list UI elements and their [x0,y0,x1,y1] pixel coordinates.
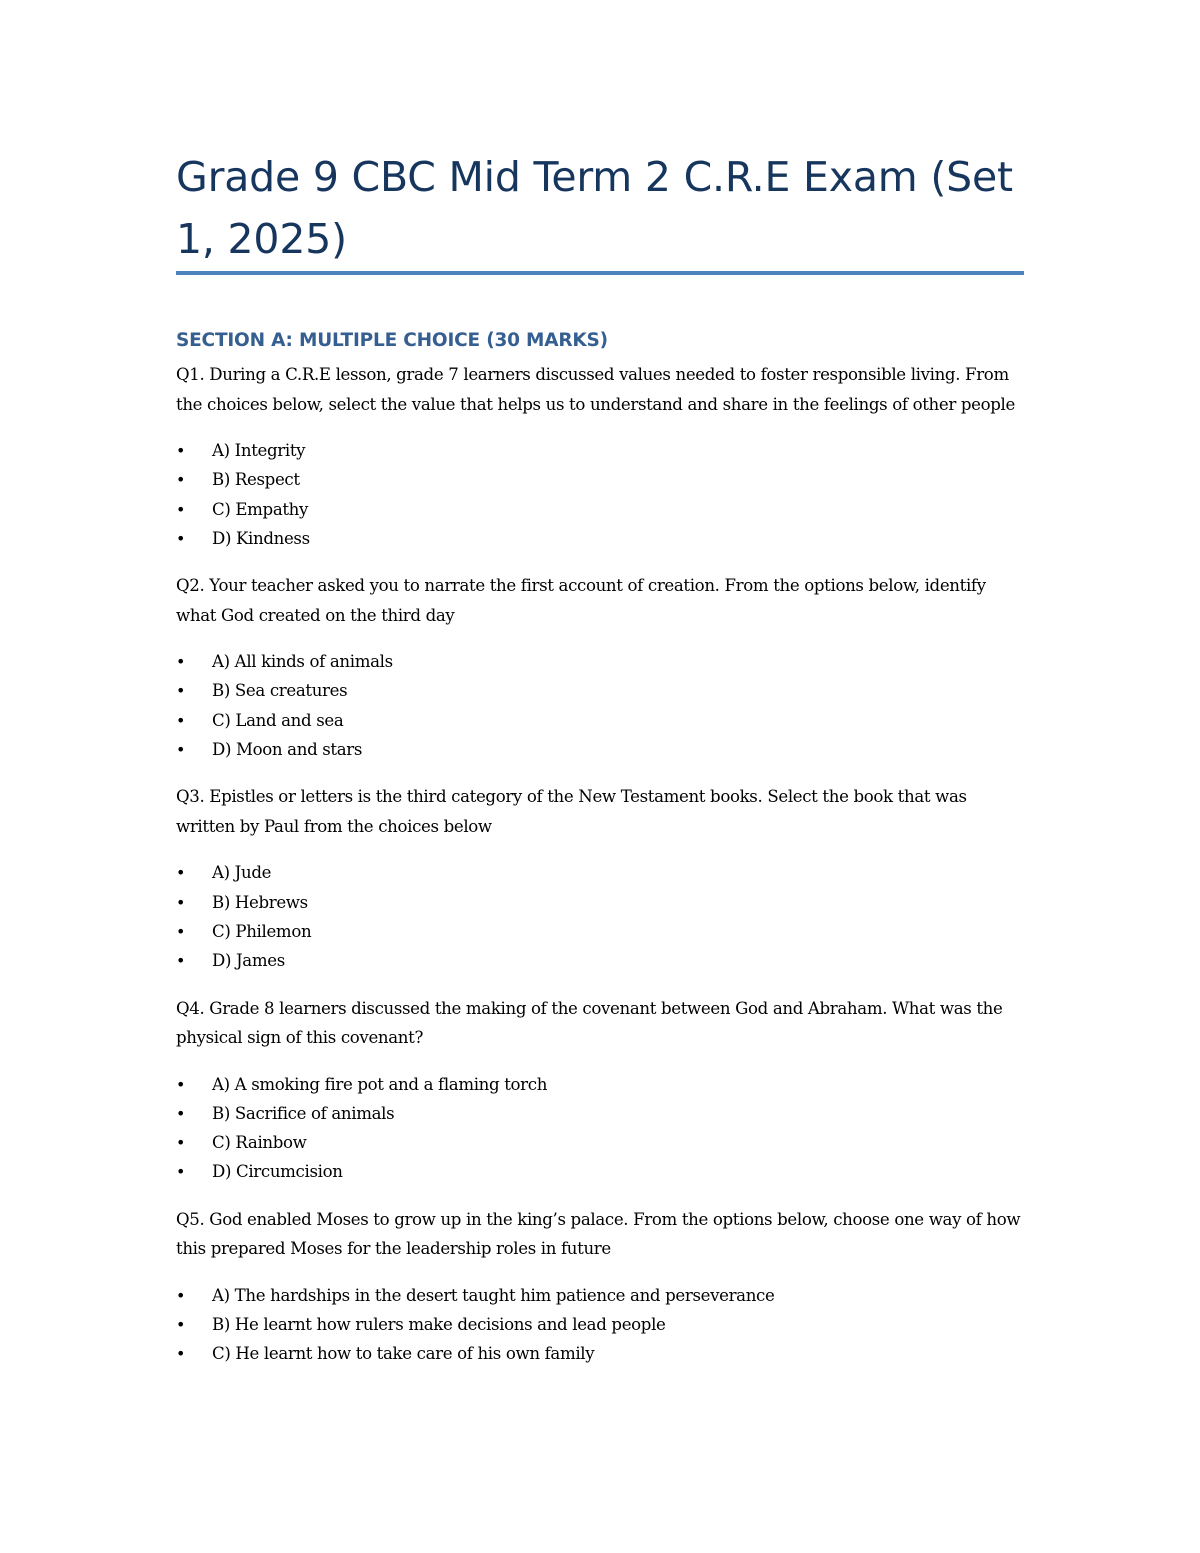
answer-option [176,858,1026,887]
bullet-icon: • [176,1315,186,1335]
page-title: Grade 9 CBC Mid Term 2 C.R.E Exam (Set 1, 2025) [176,153,1013,263]
answer-option [176,946,1026,975]
answer-option [176,647,1026,676]
title-underline [176,271,1024,275]
option-text: C) He learnt how to take care of his own family [212,1344,595,1364]
bullet-icon: • [176,1162,186,1182]
question-text: Q4. Grade 8 learners discussed the making of the covenant between God and Abraham. What was the physical sign of this covenant? [176,998,1003,1048]
bullet-icon: • [176,1074,186,1094]
option-text: B) Respect [212,470,300,490]
question-3 [176,782,1026,975]
bullet-icon: • [176,710,186,730]
bullet-icon: • [176,470,186,490]
bullet-icon: • [176,892,186,912]
option-text: A) Integrity [212,441,306,460]
answer-option [176,917,1026,946]
bullet-icon: • [176,441,186,460]
answer-option [176,1339,1026,1368]
answer-options [176,436,1026,553]
option-text: B) Sacrifice of animals [212,1103,395,1123]
answer-option [176,1099,1026,1128]
bullet-icon: • [176,652,186,672]
answer-option [176,1310,1026,1339]
option-text: C) Philemon [212,921,312,941]
option-text: B) Sea creatures [212,681,348,701]
option-text: D) Moon and stars [212,740,363,760]
bullet-icon: • [176,528,186,548]
question-1 [176,360,1026,553]
question-text: Q2. Your teacher asked you to narrate the first account of creation. From the options below, identify what God created on the third day [176,576,986,625]
bullet-icon: • [176,951,186,971]
bullet-icon: • [176,1285,186,1305]
option-text: D) Kindness [212,528,310,548]
question-5 [176,1205,1026,1369]
answer-option [176,1157,1026,1186]
bullet-icon: • [176,1133,186,1153]
answer-option [176,888,1026,917]
bullet-icon: • [176,740,186,760]
question-2 [176,571,1026,764]
option-text: A) Jude [212,863,272,883]
bullet-icon: • [176,1103,186,1123]
bullet-icon: • [176,863,186,883]
answer-option [176,436,1026,465]
bullet-icon: • [176,921,186,941]
option-text: D) Circumcision [212,1162,343,1182]
option-text: B) He learnt how rulers make decisions and lead people [212,1315,666,1335]
option-text: D) James [212,951,285,971]
bullet-icon: • [176,681,186,701]
answer-options [176,1070,1026,1187]
option-text: C) Empathy [212,499,309,519]
option-text: A) The hardships in the desert taught him patience and perseverance [212,1285,775,1305]
option-text: C) Rainbow [212,1133,307,1153]
answer-options [176,647,1026,764]
option-text: A) All kinds of animals [212,652,393,672]
bullet-icon: • [176,1344,186,1364]
answer-option [176,1128,1026,1157]
section-heading: SECTION A: MULTIPLE CHOICE (30 MARKS) [176,330,608,351]
answer-option [176,735,1026,764]
option-text: C) Land and sea [212,710,344,730]
answer-options [176,1281,1026,1369]
question-text: Q3. Epistles or letters is the third category of the New Testament books. Select the book that was written by Paul from the choices below [176,787,967,836]
answer-option [176,706,1026,735]
option-text: A) A smoking fire pot and a flaming torch [212,1074,548,1094]
answer-option [176,495,1026,524]
question-text: Q1. During a C.R.E lesson, grade 7 learners discussed values needed to foster responsible living. From the choices below, select the value that helps us to understand and share in the feelings of other people [176,365,1015,414]
question-text: Q5. God enabled Moses to grow up in the king’s palace. From the options below, choose one way of how this prepared Moses for the leadership roles in future [176,1209,1021,1259]
answer-option [176,1281,1026,1310]
question-4 [176,994,1026,1187]
answer-options [176,858,1026,975]
bullet-icon: • [176,499,186,519]
answer-option [176,465,1026,494]
answer-option [176,524,1026,553]
answer-option [176,1070,1026,1099]
option-text: B) Hebrews [212,892,308,912]
answer-option [176,676,1026,705]
question-list [176,360,1026,1387]
